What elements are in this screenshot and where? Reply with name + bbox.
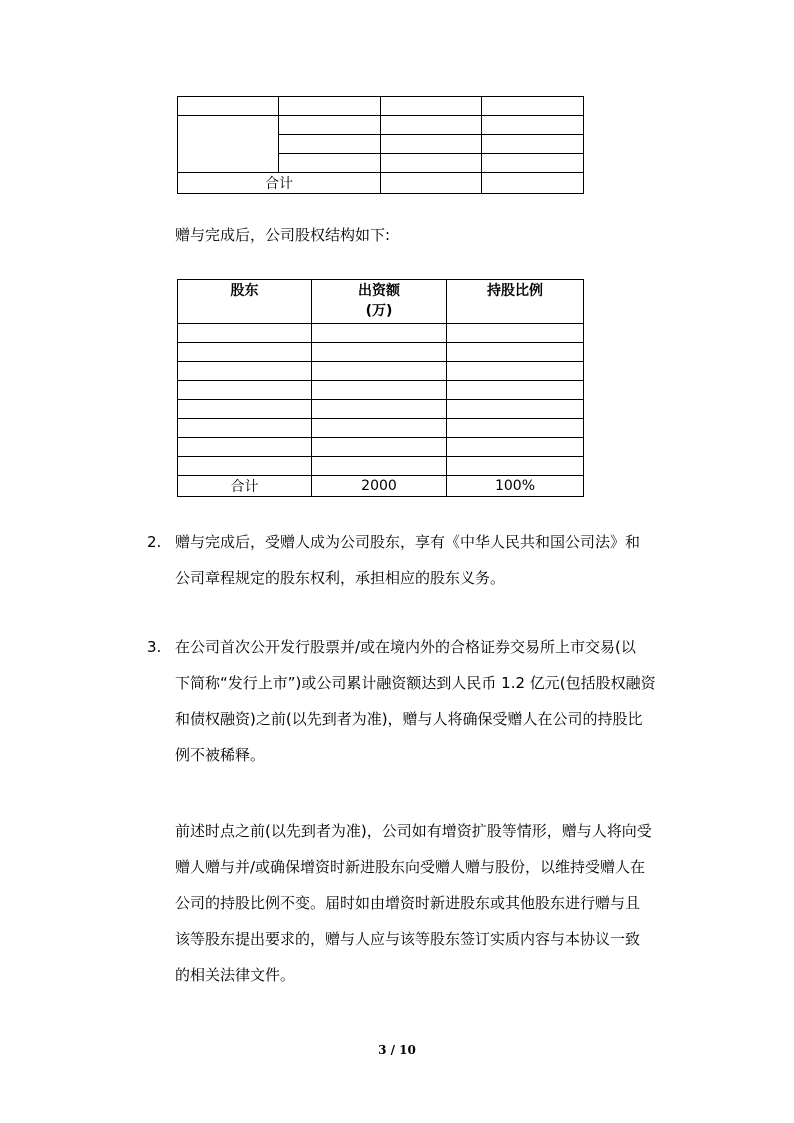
- table-cell: [312, 419, 447, 438]
- table1-total-label: 合计: [178, 173, 381, 194]
- table2-total-percent: 100%: [447, 476, 584, 497]
- clause3-line3: 和债权融资)之前(以先到者为准)，赠与人将确保受赠人在公司的持股比: [175, 710, 643, 728]
- table-cell: [482, 97, 584, 116]
- table-cell: [178, 97, 279, 116]
- paragraph-line2: 赠人赠与并/或确保增资时新进股东向受赠人赠与股份，以维持受赠人在: [175, 858, 646, 876]
- table-cell: [312, 438, 447, 457]
- table-cell: [178, 419, 312, 438]
- table-cell: [381, 97, 482, 116]
- table-cell: [178, 457, 312, 476]
- clause3-number: 3.: [147, 638, 162, 656]
- table-cell: [381, 154, 482, 173]
- table-cell: [447, 438, 584, 457]
- clause2-line2: 公司章程规定的股东权利，承担相应的股东义务。: [175, 569, 506, 587]
- table-cell: [447, 419, 584, 438]
- table2-total-amount: 2000: [312, 476, 447, 497]
- table-cell: [279, 116, 381, 135]
- table-cell: [312, 362, 447, 381]
- paragraph-line3: 公司的持股比例不变。届时如由增资时新进股东或其他股东进行赠与且: [175, 894, 641, 912]
- table-cell: [279, 97, 381, 116]
- page-number: 3 / 10: [378, 1043, 416, 1057]
- clause3-line2: 下简称“发行上市”)或公司累计融资额达到人民币 1.2 亿元(包括股权融资: [175, 674, 656, 692]
- table-cell: [482, 154, 584, 173]
- table-cell: [381, 135, 482, 154]
- clause2-text: [175, 524, 685, 596]
- equity-table-before: [177, 96, 584, 194]
- table-cell: [178, 362, 312, 381]
- clause3-line4: 例不被稀释。: [175, 746, 266, 764]
- table-cell: [178, 324, 312, 343]
- paragraph-line5: 的相关法律文件。: [175, 966, 296, 984]
- table-cell: [312, 400, 447, 419]
- table-cell: [381, 116, 482, 135]
- header-capital: [312, 280, 447, 324]
- table-cell: [178, 343, 312, 362]
- table-cell: [312, 381, 447, 400]
- header-percentage: 持股比例: [447, 280, 584, 324]
- table-cell: [178, 381, 312, 400]
- table-cell: [447, 324, 584, 343]
- equity-table-after: [177, 279, 584, 497]
- table-cell: [178, 400, 312, 419]
- paragraph-line1: 前述时点之前(以先到者为准)，公司如有增资扩股等情形，赠与人将向受: [175, 822, 652, 840]
- header-capital-label: 出资额: [358, 283, 400, 299]
- table-cell: [178, 116, 279, 173]
- table-cell: [482, 116, 584, 135]
- table-cell: [312, 457, 447, 476]
- table-cell: [447, 381, 584, 400]
- table-cell: [447, 400, 584, 419]
- table-cell: [482, 173, 584, 194]
- table-cell: [447, 362, 584, 381]
- header-shareholder: 股东: [178, 280, 312, 324]
- table2-total-label: 合计: [178, 476, 312, 497]
- intro-text: 赠与完成后，公司股权结构如下:: [175, 226, 391, 244]
- clause2-line1: 赠与完成后，受赠人成为公司股东，享有《中华人民共和国公司法》和: [175, 533, 641, 551]
- header-capital-unit: (万): [365, 303, 393, 319]
- table-cell: [312, 343, 447, 362]
- table-cell: [447, 457, 584, 476]
- table-cell: [178, 438, 312, 457]
- paragraph: [175, 813, 685, 993]
- paragraph-line4: 该等股东提出要求的，赠与人应与该等股东签订实质内容与本协议一致: [175, 930, 641, 948]
- table-cell: [312, 324, 447, 343]
- table-cell: [279, 154, 381, 173]
- table-cell: [482, 135, 584, 154]
- clause3-text: [175, 629, 685, 773]
- table-cell: [279, 135, 381, 154]
- table-cell: [447, 343, 584, 362]
- clause3-line1: 在公司首次公开发行股票并/或在境内外的合格证券交易所上市交易(以: [175, 638, 636, 656]
- table-cell: [381, 173, 482, 194]
- clause2-number: 2.: [147, 533, 162, 551]
